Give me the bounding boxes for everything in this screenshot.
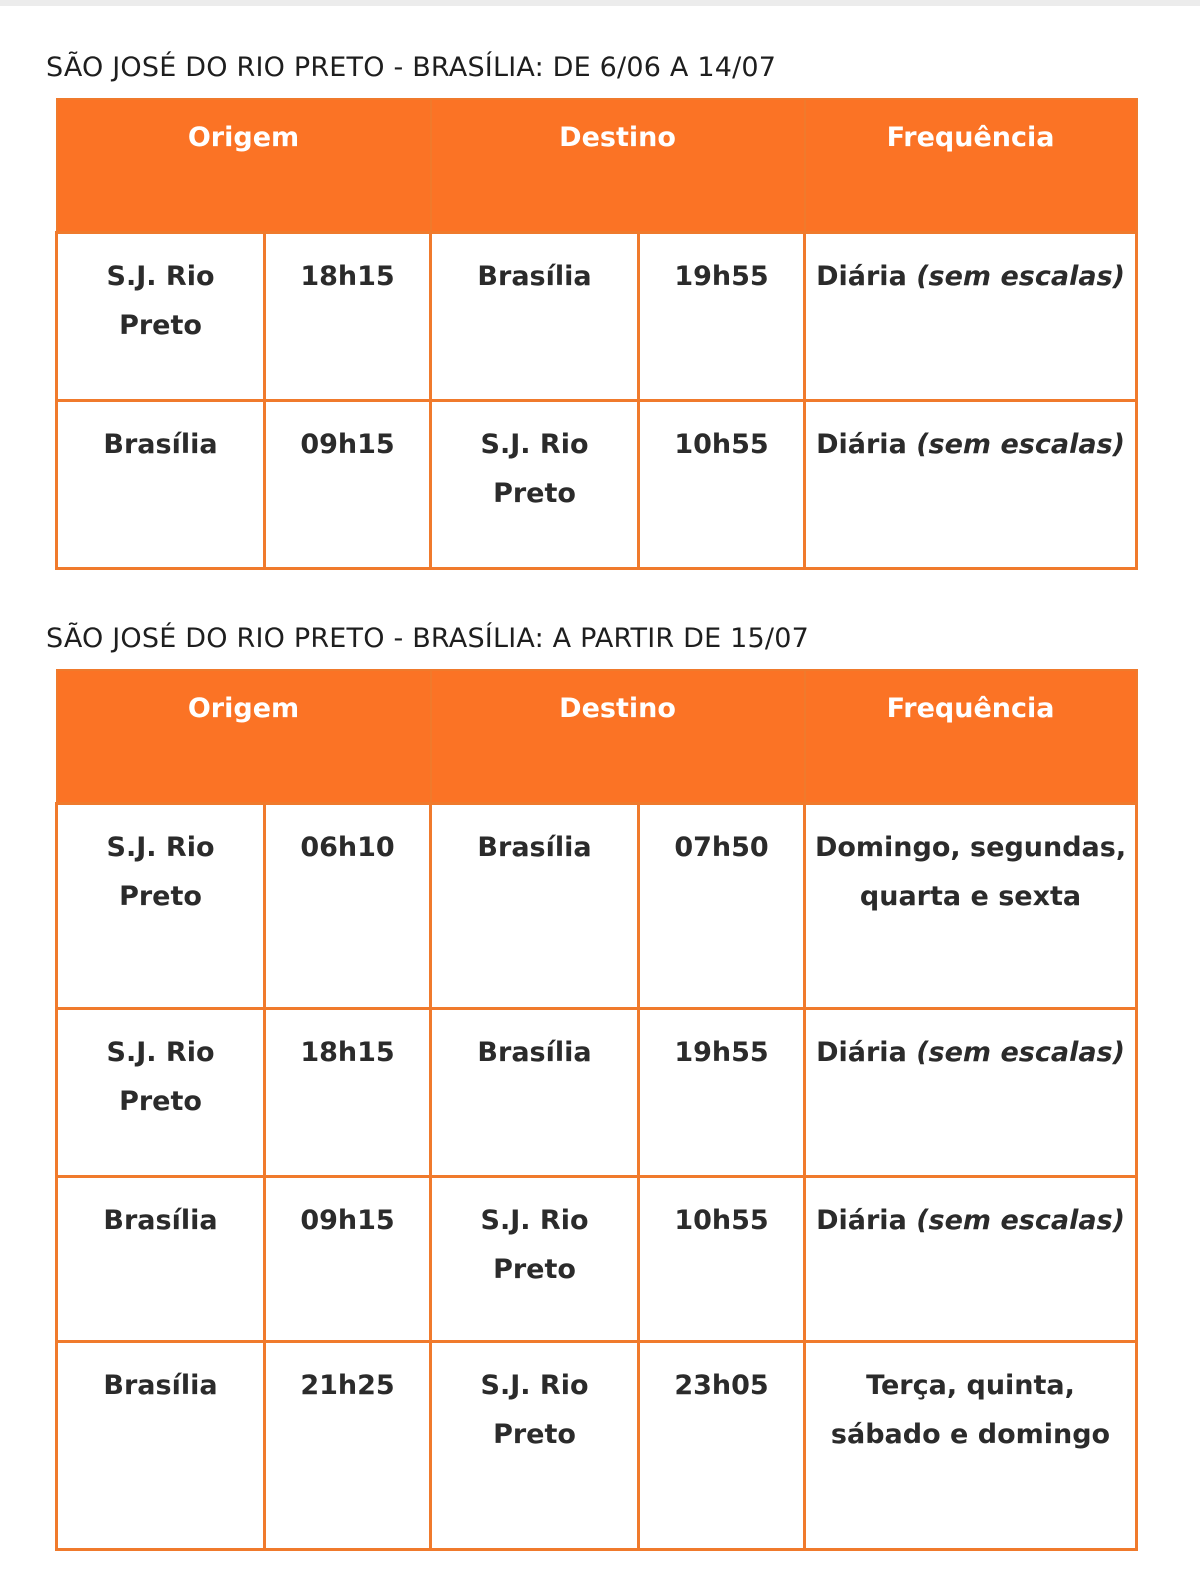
destination-city: S.J. Rio Preto: [480, 1369, 589, 1450]
destination-city-cell: [431, 400, 639, 568]
origin-city: Brasília: [103, 428, 218, 460]
destination-city-cell: [431, 803, 639, 1008]
section-title-1: SÃO JOSÉ DO RIO PRETO - BRASÍLIA: DE 6/06 A 14/07: [46, 52, 777, 83]
origin-city-cell: [57, 232, 265, 400]
frequency-note: (sem escalas): [916, 260, 1125, 292]
header-origem: Origem: [57, 99, 431, 232]
table-header-row: [57, 99, 1137, 232]
schedule-table-2: [55, 669, 1138, 1551]
frequency-note: (sem escalas): [916, 1204, 1125, 1236]
section-title-2: SÃO JOSÉ DO RIO PRETO - BRASÍLIA: A PARTIR DE 15/07: [46, 623, 809, 654]
schedule-table-1: [55, 98, 1138, 570]
frequency: Diária: [816, 260, 907, 292]
origin-city: S.J. Rio Preto: [106, 831, 215, 912]
departure-time: 06h10: [300, 831, 395, 863]
destination-city: Brasília: [477, 831, 592, 863]
destination-city-cell: [431, 1008, 639, 1176]
origin-city-cell: [57, 1341, 265, 1549]
arrival-time: 10h55: [674, 428, 769, 460]
frequency: Diária: [816, 428, 907, 460]
frequency-cell: [805, 803, 1137, 1008]
departure-time: 09h15: [300, 1204, 395, 1236]
destination-city: Brasília: [477, 1036, 592, 1068]
arrival-cell: [639, 1008, 805, 1176]
top-divider: [0, 0, 1200, 6]
departure-cell: [265, 1341, 431, 1549]
destination-city: S.J. Rio Preto: [480, 428, 589, 509]
table-row: [57, 400, 1137, 568]
origin-city: Brasília: [103, 1369, 218, 1401]
frequency-cell: [805, 1341, 1137, 1549]
destination-city: S.J. Rio Preto: [480, 1204, 589, 1285]
header-destino: Destino: [431, 99, 805, 232]
header-frequencia: Frequência: [805, 99, 1137, 232]
origin-city: S.J. Rio Preto: [106, 1036, 215, 1117]
departure-time: 21h25: [300, 1369, 395, 1401]
origin-city-cell: [57, 1008, 265, 1176]
arrival-time: 10h55: [674, 1204, 769, 1236]
frequency-cell: [805, 400, 1137, 568]
origin-city: S.J. Rio Preto: [106, 260, 215, 341]
table-row: [57, 803, 1137, 1008]
header-destino: Destino: [431, 670, 805, 803]
table-header-row: [57, 670, 1137, 803]
destination-city: Brasília: [477, 260, 592, 292]
arrival-time: 19h55: [674, 1036, 769, 1068]
destination-city-cell: [431, 1341, 639, 1549]
arrival-time: 23h05: [674, 1369, 769, 1401]
arrival-time: 19h55: [674, 260, 769, 292]
frequency: Terça, quinta, sábado e domingo: [830, 1369, 1111, 1450]
origin-city-cell: [57, 1176, 265, 1341]
departure-time: 18h15: [300, 1036, 395, 1068]
arrival-time: 07h50: [674, 831, 769, 863]
arrival-cell: [639, 1176, 805, 1341]
frequency: Diária: [816, 1036, 907, 1068]
origin-city: Brasília: [103, 1204, 218, 1236]
table-row: [57, 232, 1137, 400]
table-row: [57, 1008, 1137, 1176]
destination-city-cell: [431, 1176, 639, 1341]
departure-cell: [265, 232, 431, 400]
destination-city-cell: [431, 232, 639, 400]
departure-cell: [265, 400, 431, 568]
origin-city-cell: [57, 803, 265, 1008]
frequency-cell: [805, 1176, 1137, 1341]
header-origem: Origem: [57, 670, 431, 803]
header-frequencia: Frequência: [805, 670, 1137, 803]
arrival-cell: [639, 400, 805, 568]
frequency-cell: [805, 232, 1137, 400]
origin-city-cell: [57, 400, 265, 568]
departure-time: 09h15: [300, 428, 395, 460]
frequency: Diária: [816, 1204, 907, 1236]
table-row: [57, 1176, 1137, 1341]
departure-time: 18h15: [300, 260, 395, 292]
frequency-cell: [805, 1008, 1137, 1176]
table-row: [57, 1341, 1137, 1549]
frequency-note: (sem escalas): [916, 1036, 1125, 1068]
departure-cell: [265, 1176, 431, 1341]
frequency-note: (sem escalas): [916, 428, 1125, 460]
arrival-cell: [639, 803, 805, 1008]
frequency: Domingo, segundas, quarta e sexta: [814, 831, 1127, 912]
departure-cell: [265, 803, 431, 1008]
arrival-cell: [639, 232, 805, 400]
departure-cell: [265, 1008, 431, 1176]
arrival-cell: [639, 1341, 805, 1549]
